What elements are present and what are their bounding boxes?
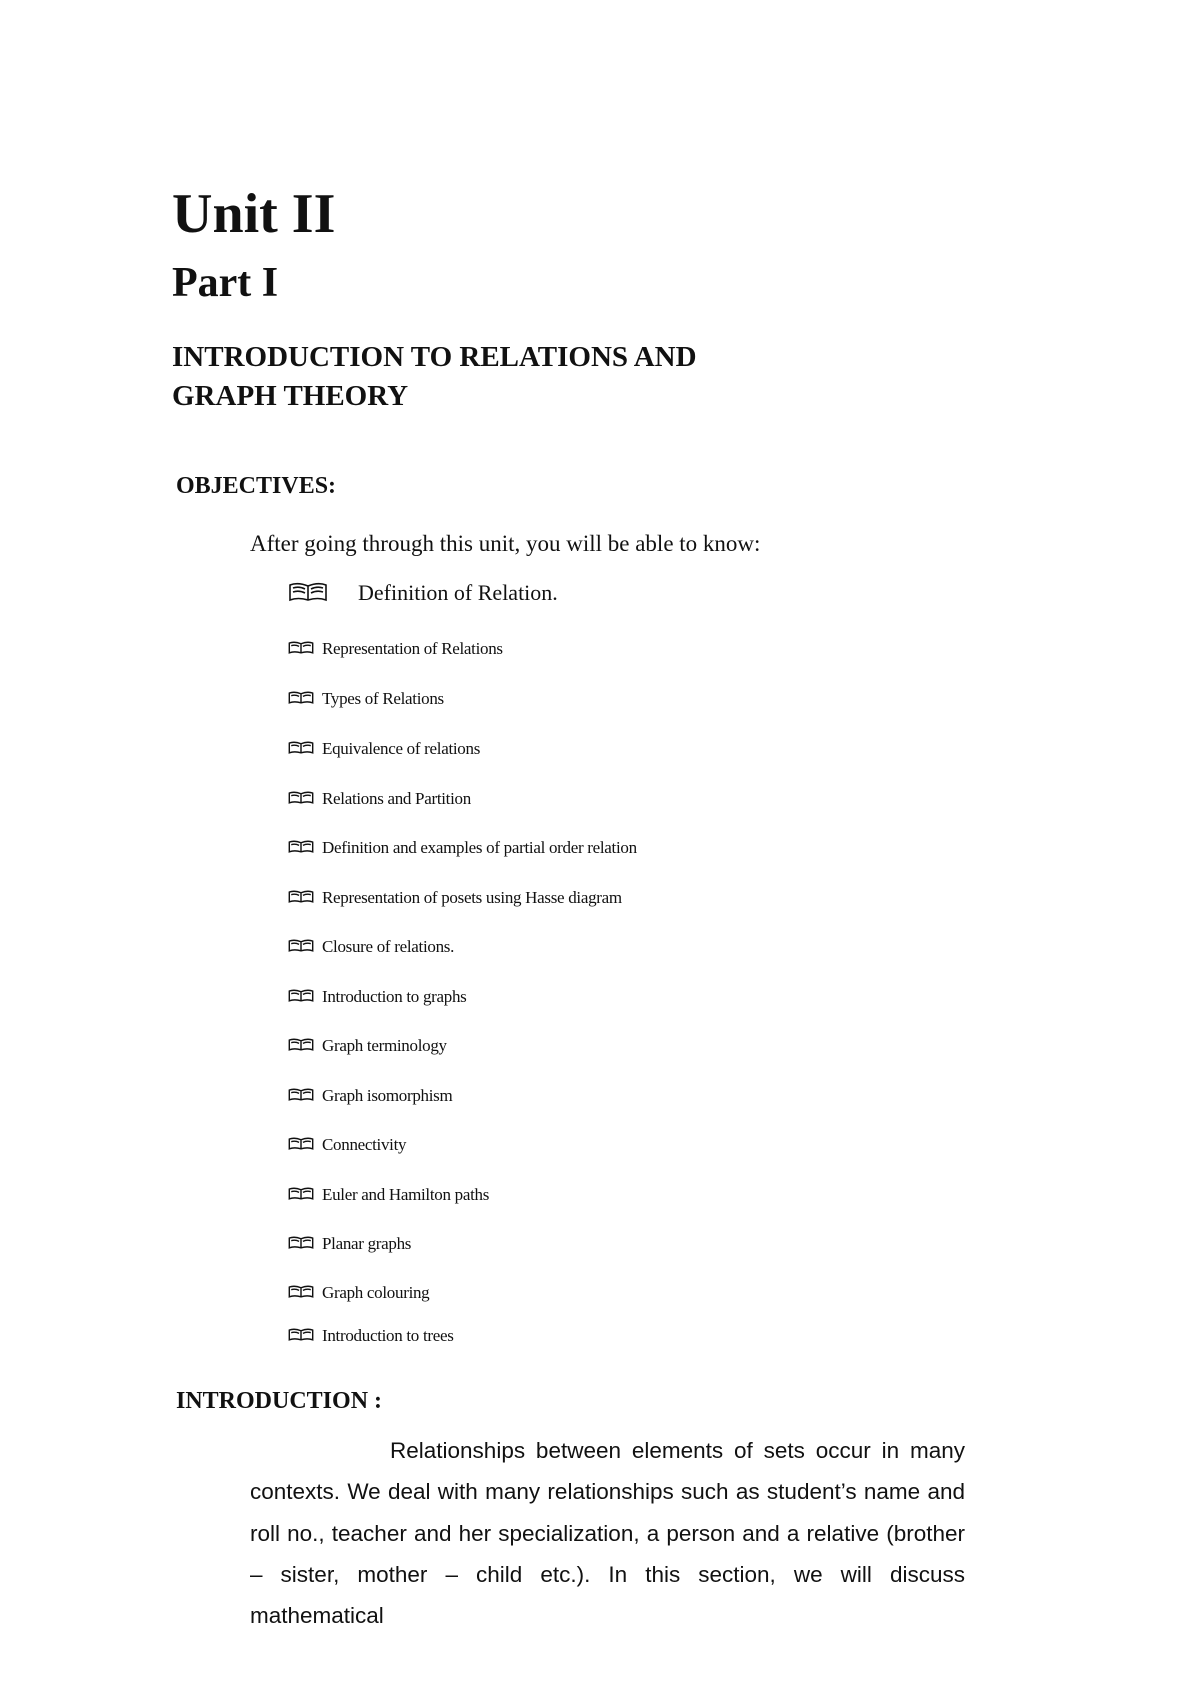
list-item-label: Closure of relations. bbox=[322, 937, 455, 956]
book-icon bbox=[288, 838, 314, 857]
objectives-intro: After going through this unit, you will be able to know: bbox=[250, 531, 761, 556]
list-item bbox=[288, 987, 466, 1006]
book-icon bbox=[288, 888, 314, 907]
list-item-label: Definition of Relation. bbox=[358, 580, 558, 605]
list-item-label: Definition and examples of partial order relation bbox=[322, 838, 637, 857]
book-icon bbox=[288, 580, 328, 606]
unit-title: Unit II bbox=[172, 183, 336, 245]
list-item-label: Connectivity bbox=[322, 1135, 407, 1154]
book-icon bbox=[288, 739, 314, 758]
book-icon bbox=[288, 1283, 314, 1302]
list-item bbox=[288, 639, 503, 658]
list-item bbox=[288, 1326, 454, 1345]
list-item-label: Graph colouring bbox=[322, 1283, 430, 1302]
list-item bbox=[288, 689, 444, 708]
list-item bbox=[288, 580, 558, 606]
list-item-label: Relations and Partition bbox=[322, 789, 471, 808]
list-item bbox=[288, 1135, 406, 1154]
book-icon bbox=[288, 689, 314, 708]
book-icon bbox=[288, 639, 314, 658]
list-item bbox=[288, 1086, 452, 1105]
list-item bbox=[288, 789, 471, 808]
book-icon bbox=[288, 1234, 314, 1253]
part-title: Part I bbox=[172, 260, 279, 306]
book-icon bbox=[288, 789, 314, 808]
objectives-heading: OBJECTIVES: bbox=[176, 473, 337, 499]
list-item-label: Introduction to graphs bbox=[322, 987, 467, 1006]
book-icon bbox=[288, 937, 314, 956]
list-item bbox=[288, 937, 454, 956]
list-item-label: Introduction to trees bbox=[322, 1326, 454, 1345]
book-icon bbox=[288, 987, 314, 1006]
list-item-label: Equivalence of relations bbox=[322, 739, 481, 758]
list-item bbox=[288, 1234, 411, 1253]
list-item bbox=[288, 1036, 447, 1055]
book-icon bbox=[288, 1135, 314, 1154]
list-item bbox=[288, 888, 622, 907]
book-icon bbox=[288, 1086, 314, 1105]
list-item bbox=[288, 1283, 429, 1302]
book-icon bbox=[288, 1326, 314, 1345]
list-item-label: Types of Relations bbox=[322, 689, 444, 708]
introduction-paragraph: Relationships between elements of sets occur in many contexts. We deal with many relationships such as student’s name and roll no., teacher and her specialization, a person and a relative (brother – sister, mother – child etc.). In this section, we will discuss mathematical bbox=[250, 1438, 965, 1629]
main-heading: INTRODUCTION TO RELATIONS AND GRAPH THEORY bbox=[172, 341, 697, 412]
list-item-label: Euler and Hamilton paths bbox=[322, 1185, 490, 1204]
list-item-label: Representation of Relations bbox=[322, 639, 503, 658]
list-item-label: Planar graphs bbox=[322, 1234, 412, 1253]
list-item bbox=[288, 739, 480, 758]
list-item-label: Graph isomorphism bbox=[322, 1086, 453, 1105]
list-item-label: Graph terminology bbox=[322, 1036, 447, 1055]
introduction-heading: INTRODUCTION : bbox=[176, 1388, 383, 1414]
list-item bbox=[288, 838, 637, 857]
book-icon bbox=[288, 1185, 314, 1204]
list-item-label: Representation of posets using Hasse diagram bbox=[322, 888, 622, 907]
book-icon bbox=[288, 1036, 314, 1055]
list-item bbox=[288, 1185, 489, 1204]
